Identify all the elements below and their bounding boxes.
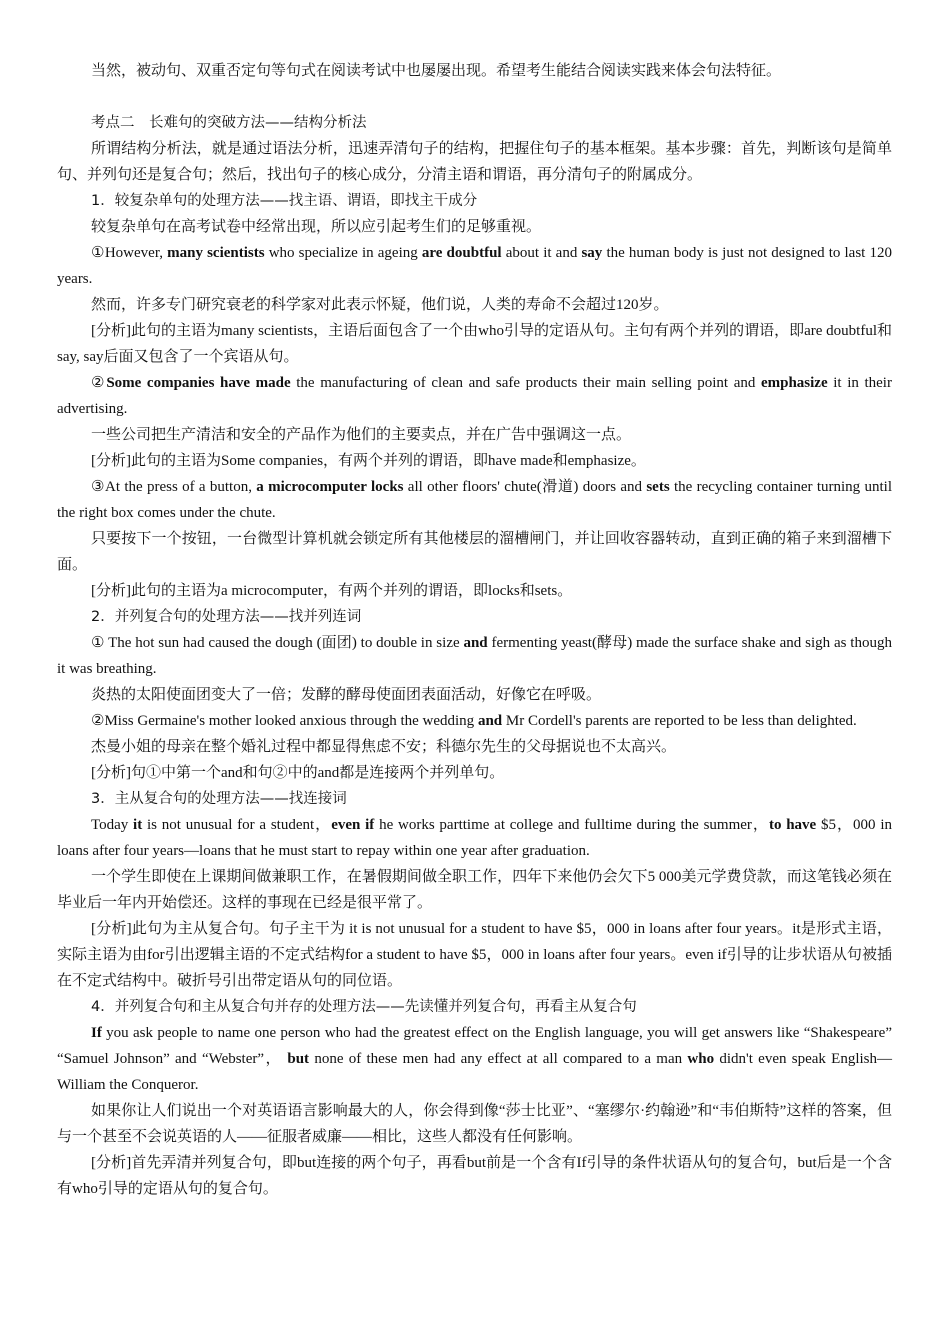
text-run: didn't even speak English—William the Conqueror.	[57, 1051, 893, 1093]
text-run: none of these men had any effect at all compared to a man	[309, 1051, 688, 1067]
text-run: 炎热的太阳使面团变大了一倍；发酵的酵母使面团表面活动，好像它在呼吸。	[91, 687, 602, 703]
bold-run: many scientists	[167, 245, 265, 261]
bold-run: who	[687, 1051, 715, 1067]
text-run: 3．主从复合句的处理方法——找连接词	[91, 791, 347, 807]
text-run: fermenting yeast(酵母) made the surface shake and sigh as though it was breathing.	[57, 635, 892, 677]
paragraph	[57, 760, 892, 786]
section-heading	[57, 786, 892, 812]
text-run: [分析]首先弄清并列复合句，即but连接的两个句子，再看but前是一个含有If引导的条件状语从句的复合句，but后是一个含有who引导的定语从句的复合句。	[57, 1155, 892, 1197]
text-run: all other floors' chute(滑道) doors and	[403, 479, 647, 495]
paragraph	[57, 916, 892, 994]
section-heading	[57, 188, 892, 214]
text-run: ②Miss Germaine's mother looked anxious through the wedding	[91, 713, 478, 729]
text-run: 如果你让人们说出一个对英语语言影响最大的人，你会得到像“莎士比亚”、“塞缪尔·约翰逊”和“韦伯斯特”这样的答案，但与一个甚至不会说英语的人——征服者威廉——相比，这些人都没有任何影响。	[57, 1103, 892, 1145]
paragraph	[57, 318, 892, 370]
text-run: it in their advertising.	[57, 375, 892, 417]
paragraph	[57, 812, 892, 864]
text-run: $5，000 in loans after four years—loans that he must start to repay within one year after graduation.	[57, 817, 892, 859]
text-run: [分析]此句为主从复合句。句子主干为 it is not unusual for a student to have $5，000 in loans after four years。it是形式主语，实际主语为由for引出逻辑主语的不定式结构for a student to have $5，000 in loans after four years。even if引导的让步状语从句被插在不定式结构中。破折号引出带定语从句的同位语。	[57, 921, 892, 989]
bold-run: are doubtful	[421, 245, 502, 261]
paragraph	[57, 578, 892, 604]
paragraph	[57, 682, 892, 708]
bold-run: say	[581, 245, 603, 261]
section-heading	[57, 110, 892, 136]
paragraph	[57, 708, 892, 734]
text-run: about it and	[501, 245, 582, 261]
text-run: ① The hot sun had caused the dough (面团) to double in size	[91, 635, 464, 651]
paragraph	[57, 240, 892, 292]
text-run: Today	[91, 817, 134, 833]
text-run: ②	[91, 375, 107, 391]
section-heading	[57, 994, 892, 1020]
bold-run: it	[133, 817, 143, 833]
paragraph	[57, 526, 892, 578]
section-heading	[57, 604, 892, 630]
text-run: the recycling container turning until the right box comes under the chute.	[57, 479, 892, 521]
paragraph	[57, 1150, 892, 1202]
text-run: 然而，许多专门研究衰老的科学家对此表示怀疑，他们说，人类的寿命不会超过120岁。	[91, 297, 669, 313]
text-run: [分析]此句的主语为many scientists，主语后面包含了一个由who引导的定语从句。主句有两个并列的谓语，即are doubtful和say, say后面又包含了一个宾语从句。	[57, 323, 892, 365]
text-run: ③At the press of a button,	[91, 479, 257, 495]
bold-run: and	[477, 713, 503, 729]
document-body	[57, 58, 892, 1202]
paragraph	[57, 734, 892, 760]
paragraph	[57, 370, 892, 422]
text-run: [分析]此句的主语为a microcomputer，有两个并列的谓语，即locks和sets。	[91, 583, 573, 599]
text-run: [分析]此句的主语为Some companies，有两个并列的谓语，即have made和emphasize。	[91, 453, 646, 469]
paragraph	[57, 1020, 892, 1098]
paragraph-spacer	[57, 84, 892, 110]
text-run: 一些公司把生产清洁和安全的产品作为他们的主要卖点，并在广告中强调这一点。	[91, 427, 632, 443]
text-run: is not unusual for a student，	[142, 817, 332, 833]
paragraph	[57, 1098, 892, 1150]
text-run: he works parttime at college and fulltime during the summer，	[374, 817, 769, 833]
paragraph	[57, 214, 892, 240]
text-run: the manufacturing of clean and safe products their main selling point and	[290, 375, 761, 391]
text-run: 一个学生即使在上课期间做兼职工作，在暑假期间做全职工作，四年下来他仍会欠下5 000美元学费贷款，而这笔钱必须在毕业后一年内开始偿还。这样的事现在已经是很平常了。	[57, 869, 892, 911]
paragraph	[57, 58, 892, 84]
text-run: who specialize in ageing	[264, 245, 422, 261]
text-run: 当然，被动句、双重否定句等句式在阅读考试中也屡屡出现。希望考生能结合阅读实践来体会句法特征。	[91, 63, 782, 79]
text-run: 4．并列复合句和主从复合句并存的处理方法——先读懂并列复合句，再看主从复合句	[91, 999, 637, 1015]
bold-run: Some companies have made	[106, 375, 291, 391]
paragraph	[57, 448, 892, 474]
text-run: 2．并列复合句的处理方法——找并列连词	[91, 609, 362, 625]
bold-run: sets	[646, 479, 670, 495]
paragraph	[57, 136, 892, 188]
text-run: you ask people to name one person who had the greatest effect on the English language, you will get answers like “Shakespeare” “Samuel Johnson” and “Webster”，	[57, 1025, 892, 1067]
text-run: Mr Cordell's parents are reported to be less than delighted.	[502, 713, 857, 729]
text-run: 较复杂单句在高考试卷中经常出现，所以应引起考生们的足够重视。	[91, 219, 542, 235]
paragraph	[57, 422, 892, 448]
text-run: 1．较复杂单句的处理方法——找主语、谓语，即找主干成分	[91, 193, 478, 209]
bold-run: even if	[331, 817, 375, 833]
bold-run: but	[287, 1051, 310, 1067]
text-run: 杰曼小姐的母亲在整个婚礼过程中都显得焦虑不安；科德尔先生的父母据说也不太高兴。	[91, 739, 677, 755]
bold-run: and	[463, 635, 488, 651]
bold-run: to have	[768, 817, 817, 833]
bold-run: If	[91, 1025, 102, 1041]
text-run: ①However,	[91, 245, 168, 261]
text-run: [分析]句①中第一个and和句②中的and都是连接两个并列单句。	[91, 765, 505, 781]
paragraph	[57, 864, 892, 916]
text-run: 所谓结构分析法，就是通过语法分析，迅速弄清句子的结构，把握住句子的基本框架。基本步骤：首先，判断该句是简单句、并列句还是复合句；然后，找出句子的核心成分，分清主语和谓语，再分清句子的附属成分。	[57, 141, 892, 183]
bold-run: emphasize	[760, 375, 828, 391]
text-run: 只要按下一个按钮，一台微型计算机就会锁定所有其他楼层的溜槽闸门，并让回收容器转动，直到正确的箱子来到溜槽下面。	[57, 531, 892, 573]
text-run: the human body is just not designed to last 120 years.	[57, 245, 892, 287]
paragraph	[57, 292, 892, 318]
paragraph	[57, 630, 892, 682]
text-run: 考点二 长难句的突破方法——结构分析法	[91, 115, 367, 131]
paragraph	[57, 474, 892, 526]
bold-run: a microcomputer locks	[256, 479, 404, 495]
